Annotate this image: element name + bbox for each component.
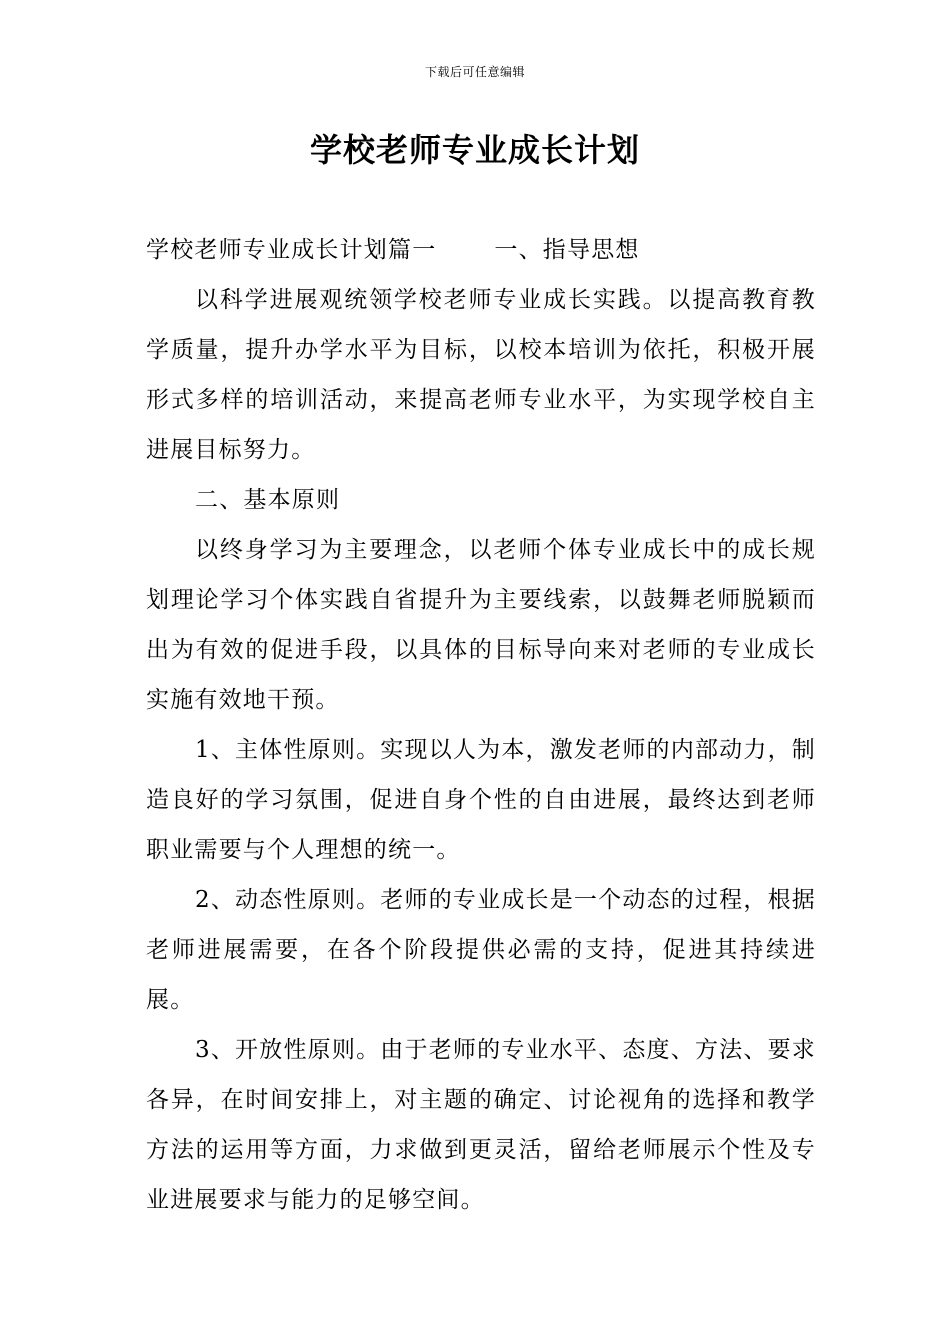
- first-line: [146, 225, 816, 275]
- part-label: 学校老师专业成长计划篇一: [146, 237, 437, 263]
- section-heading-guiding-thought: 一、指导思想: [494, 237, 640, 263]
- document-body: [146, 225, 816, 1225]
- paragraph-principle-openness: 3、开放性原则。由于老师的专业水平、态度、方法、要求各异，在时间安排上，对主题的确定、讨论视角的选择和教学方法的运用等方面，力求做到更灵活，留给老师展示个性及专业进展要求与能力的足够空间。: [146, 1037, 816, 1213]
- paragraph-principle-dynamic: 2、动态性原则。老师的专业成长是一个动态的过程，根据老师进展需要，在各个阶段提供必需的支持，促进其持续进展。: [146, 887, 816, 1013]
- section-heading-basic-principles: 二、基本原则: [195, 487, 341, 513]
- paragraph-guiding-thought: 以科学进展观统领学校老师专业成长实践。以提高教育教学质量，提升办学水平为目标，以校本培训为依托，积极开展形式多样的培训活动，来提高老师专业水平，为实现学校自主进展目标努力。: [146, 287, 816, 463]
- paragraph-principle-subjectivity: 1、主体性原则。实现以人为本，激发老师的内部动力，制造良好的学习氛围，促进自身个性的自由进展，最终达到老师职业需要与个人理想的统一。: [146, 737, 816, 863]
- paragraph-basic-principles: 以终身学习为主要理念，以老师个体专业成长中的成长规划理论学习个体实践自省提升为主要线索，以鼓舞老师脱颖而出为有效的促进手段，以具体的目标导向来对老师的专业成长实施有效地干预。: [146, 537, 816, 713]
- header-note: 下载后可任意编辑: [424, 65, 525, 79]
- document-title: 学校老师专业成长计划: [309, 131, 640, 169]
